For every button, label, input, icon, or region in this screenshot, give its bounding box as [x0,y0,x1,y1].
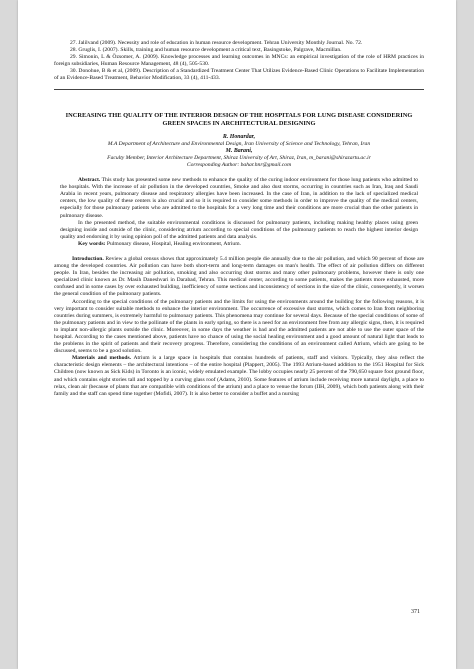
section-heading: Introduction. [72,255,104,262]
reference-item: 28. Gruglis, I. (2007). Skills, training and human resource development a critical text, Basingstoke, Palgrave, Macmillan. [70,47,342,54]
section-heading: Materials and methods. [72,355,132,362]
author-name: M. Barani, [225,147,253,154]
author-name: R. Honardar, [222,133,256,140]
author-affiliation: M.A Department of Architecture and Environmental Design, Iran University of Science and Technology, Tehran, Iran [107,140,371,147]
document-page [18,0,456,669]
abstract [54,177,424,248]
paragraph: Atrium is a large space in hospitals that contains hundreds of patients, staff and visitors. Typically, they also reflect the characteristic design elements – the architectural intentions – of the entire hospital (Plappert, 2005). The 1993 Atrium-based addition to the 1951 Hospital for Sick Children (now known as Sick Kids) in Toronto is an iconic, widely emulated example. The lobby occupies nearly 25 percent of the 790,650 square foot ground floor, and which contains eight stories tall and topped by a curving glass roof (Adams, 2010). Some features of atrium include receiving more natural daylight, a place to relax, clean air (because of plants that are compatible with conditions of the atrium) and a place to venue the forum (IIH, 2009), which both patients along with their family and the staff can spend time together (Mofidi, 2007). It is also better to consider a buffet and a nursing [54,355,424,397]
reference-list [54,40,424,83]
paragraph: According to the special conditions of the pulmonary patients and the limits for using the environments around the building for the following reasons, it is very important to consider suitable methods to enhance the interior environment. The occurrence of excessive dust storms, which comes to Iran from neighboring countries during summers, is extremely harmful to pulmonary patients. This phenomena may continue for several days. Because of the special conditions of some of the pulmonary patients and in view to the pollinate of the plants in early spring, so there is a need for an environment free from any allergic signs, then, it is required to implant non-allergic plants outside the clinic. Moreover, in some days the weather is bad and the admitted patients are not able to use the outer space of the hospital. According to the cases mentioned above, patients have no chance of using the social healing environment and a good amount of natural light that leads to the problems in the spirit of patients and their recovery progress. Therefore, considering the conditions of an environment called Atrium, which are going to be discussed, seems to be a good solution. [54,298,424,355]
reference-item: 29. Simonin, L & Özsomer, A. (2009). Knowledge processes and learning outcomes in MNCs: an empirical investigation of the role of HRM practices in foreign subsidiaries, Human Resource Management, 48 (4), 505-530. [54,54,424,68]
abstract-text: This study has presented some new methods to enhance the quality of the curing indoor environment for those lung patients who admitted to the hospitals. With the increase of air pollution in the developed countries, Smoke and also dust storms, occurring in countries such as Iran, Iraq and Saudi Arabia in recent years, pulmonary disease and respiratory allergies have been increased. In the case of Iran, in addition to the lack of specialized medical centers, the low quality of these centers is also crucial and so it is required to consider some methods in order to improve the quality of the medical centers, especially for those pulmonary patients who are admitted to the hospitals for a very long time and their conditions are more crucial than the other patients in pulmonary disease. [60,177,418,219]
reference-item: 30. Donohue, B & et al, (2009). Description of a Standardized Treatment Center That Utilizes Evidence-Based Clinic Operations to Facilitate Implementation of an Evidence-Based Treatment, Behavior Modification, 33 (4), 411-433. [54,68,424,82]
page-content [54,40,424,398]
body-text [54,256,424,398]
author-affiliation: Faculty Member, Interior Architecture Department, Shiraz University of Art, Shiraz, Iran, m_barani@shirazartu.ac.ir [107,154,371,161]
reference-item: 27. Jalilvand (2009). Necessity and role of education in human resource development. Tehran University Monthly Journal. No. 72. [70,40,363,46]
section-divider [54,89,424,90]
keywords-text: Pulmonary disease, Hospital, Healing environment, Atrium. [105,240,241,247]
abstract-text: In the presented method, the suitable environmental conditions is discussed for pulmonary patients, including making healthy places using green designing inside and outside of the clinic, considering atrium according to special conditions of the pulmonary patients to reach the highest interior design quality and endorsing it by using opinion poll of the admitted patients and data analysis. [60,219,418,240]
keywords-label: Key words: [78,240,106,247]
page-number: 371 [411,609,420,615]
corresponding-author: Corresponding Author: bahar.hnr@gmail.com [186,161,292,168]
paragraph: Review a global census shows that approximately 5.4 million people die annually due to the air pollution, and which 90 percent of those are among the developed countries. Air pollution can have both short-term and long-term damages on man's health. The effect of air pollution differs on different people. In Iran, besides the increasing air pollution, smoking and also occurring dust storms and many other pulmonary problems, however there is only one specialized clinic known as Dr. Masih Daneshvari in Darabad, Tehran. This medical center, according to some patients, makes the patients more exhausted, more confused and in some cases by over exhausted building, inefficiency of some sections and inconsistency of sections in the size of the clinic, consequently, it worsen the general condition of the pulmonary patients. [54,255,424,298]
paper-title: INCREASING THE QUALITY OF THE INTERIOR DESIGN OF THE HOSPITALS FOR LUNG DISEASE CONSIDERING GREEN SPACES IN ARCHITECTURAL DESIGNING [65,111,413,127]
abstract-label: Abstract. [78,177,101,184]
